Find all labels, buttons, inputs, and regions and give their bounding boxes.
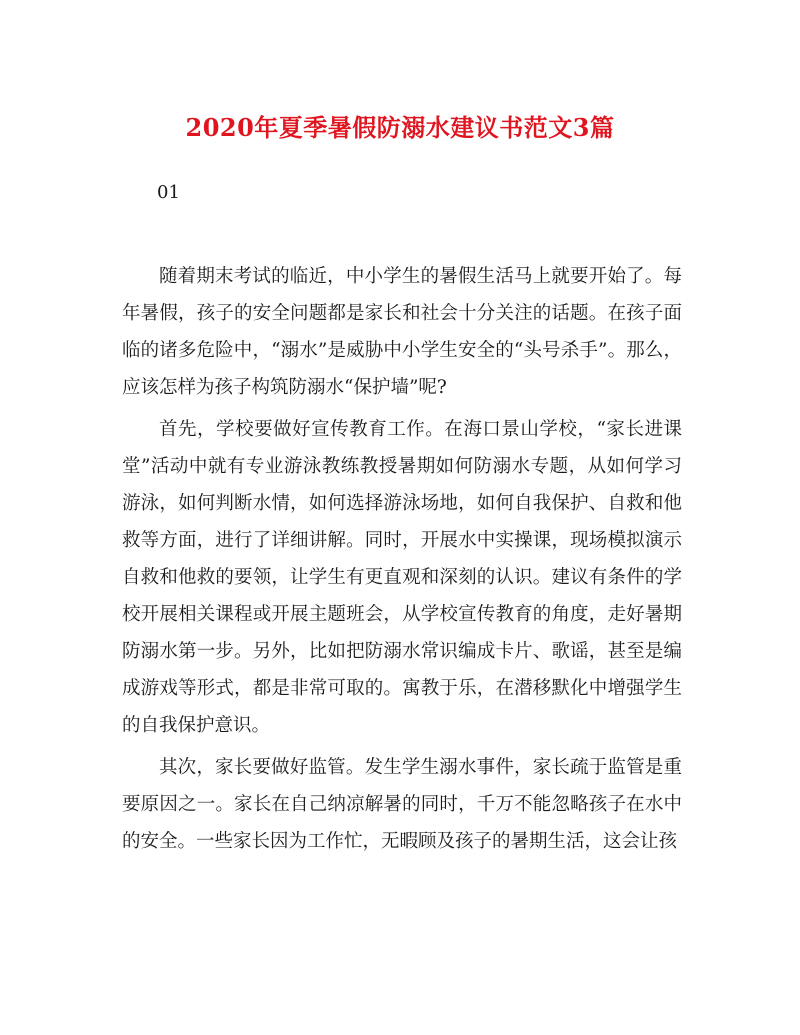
paragraph: 随着期末考试的临近，中小学生的暑假生活马上就要开始了。每年暑假，孩子的安全问题都是家长和社会十分关注的话题。在孩子面临的诸多危险中，“溺水”是威胁中小学生安全的“头号杀手”。那么，应该怎样为孩子构筑防溺水“保护墙”呢?	[122, 266, 682, 398]
paragraph: 首先，学校要做好宣传教育工作。在海口景山学校，“家长进课堂”活动中就有专业游泳教练教授暑期如何防溺水专题，从如何学习游泳，如何判断水情，如何选择游泳场地，如何自我保护、自救和他救等方面，进行了详细讲解。同时，开展水中实操课，现场模拟演示自救和他救的要领，让学生有更直观和深刻的认识。建议有条件的学校开展相关课程或开展主题班会，从学校宣传教育的角度，走好暑期防溺水第一步。另外，比如把防溺水常识编成卡片、歌谣，甚至是编成游戏等形式，都是非常可取的。寓教于乐，在潜移默化中增强学生的自我保护意识。	[122, 419, 682, 736]
paragraph: 其次，家长要做好监管。发生学生溺水事件，家长疏于监管是重要原因之一。家长在自己纳凉解暑的同时，千万不能忽略孩子在水中的安全。一些家长因为工作忙，无暇顾及孩子的暑期生活，这会让孩	[122, 757, 682, 852]
document-body	[122, 258, 682, 865]
document-title: 2020年夏季暑假防溺水建议书范文3篇	[185, 113, 615, 142]
section-number: 01	[157, 182, 180, 203]
